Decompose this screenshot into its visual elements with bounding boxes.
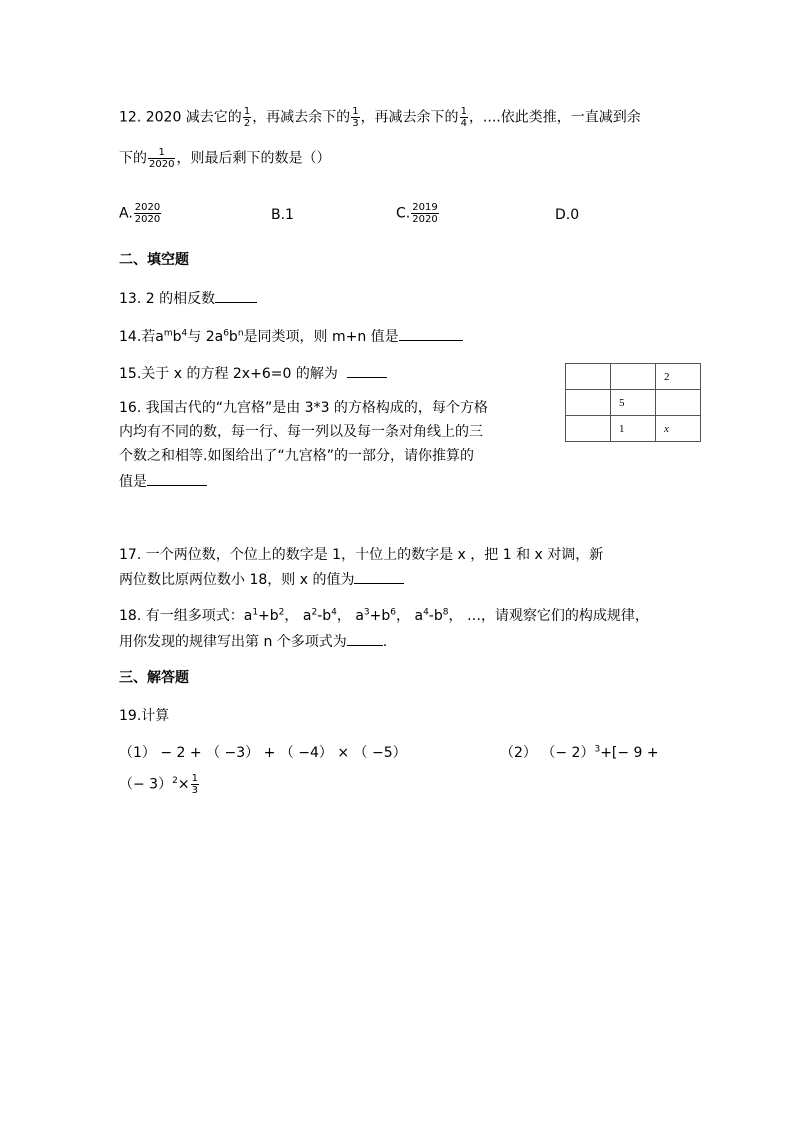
q17-line2: 两位数比原两位数小 18，则 x 的值为 xyxy=(119,569,404,590)
q19-part2-line2: （− 3）$^2$× $\frac{1}{3}$ xyxy=(119,773,198,796)
grid-cell: 2 xyxy=(656,364,701,390)
grid-cell xyxy=(566,364,611,390)
answer-blank xyxy=(399,326,463,341)
q19-title: 19.计算 xyxy=(119,708,170,724)
section-heading-solve: 三、解答题 xyxy=(119,670,189,686)
q12-line2: 下的 $\frac{1}{2020}$ ，则最后剩下的数是（） xyxy=(119,147,331,170)
fraction: $\frac{2019}{2020}$ xyxy=(412,202,438,225)
q17-line1: 17. 一个两位数，个位上的数字是 1，十位上的数字是 x ，把 1 和 x 对调，新 xyxy=(119,547,604,563)
grid-cell xyxy=(611,364,656,390)
q12-option-b: B.1 xyxy=(271,207,294,223)
q19-part2-line1: （2） （− 2）$^3$+[− 9 + xyxy=(500,744,659,761)
q12-text: 2020 减去它的 xyxy=(145,109,242,126)
answer-blank xyxy=(354,569,404,584)
answer-blank xyxy=(147,471,207,486)
grid-row xyxy=(566,364,701,390)
fraction: $\frac{1}{3}$ xyxy=(191,773,198,796)
section-heading-fill-in: 二、填空题 xyxy=(119,252,189,268)
answer-blank xyxy=(347,363,387,378)
q19-part1: （1） − 2 + （ −3） + （ −4） × （ −5） xyxy=(119,745,407,761)
q13: 13. 2 的相反数 xyxy=(119,288,257,309)
fraction: $\frac{1}{2020}$ xyxy=(149,147,175,170)
grid-row xyxy=(566,390,701,416)
q18-line2: 用你发现的规律写出第 n 个多项式为 . xyxy=(119,631,387,652)
q16-line2: 内均有不同的数，每一行、每一列以及每一条对角线上的三 xyxy=(119,424,483,440)
answer-blank xyxy=(347,631,383,646)
q18-line1: 18. 有一组多项式：$a^1+b^2$， $a^2-b^4$， $a^3+b^6$， $a^4-b^8$， …，请观察它们的构成规律， xyxy=(119,607,649,624)
fraction: $\frac{1}{4}$ xyxy=(460,106,467,129)
q12-option-a: A. $\frac{2020}{2020}$ xyxy=(119,202,161,225)
nine-square-grid xyxy=(565,363,701,442)
grid-cell xyxy=(566,390,611,416)
q16-line1: 16. 我国古代的“九宫格”是由 3*3 的方格构成的，每个方格 xyxy=(119,400,488,416)
q14: 14.若$a^mb^4$与 $2a^6b^n$是同类项，则 m+n 值是 xyxy=(119,326,463,347)
q12-number: 12. xyxy=(119,109,142,126)
grid-cell xyxy=(566,416,611,442)
grid-cell: x xyxy=(656,416,701,442)
q16-line3: 个数之和相等.如图给出了“九宫格”的一部分，请你推算的 xyxy=(119,448,474,464)
q12-option-c: C. $\frac{2019}{2020}$ xyxy=(396,202,438,225)
q12-line1: 12. 2020 减去它的 $\frac{1}{2}$ ，再减去余下的 $\frac{1}{3}$ ，再减去余下的 $\frac{1}{4}$ ，....依此类推，一直减到余 xyxy=(119,106,641,129)
q12-option-d: D.0 xyxy=(555,207,580,223)
fraction: $\frac{2020}{2020}$ xyxy=(134,202,161,225)
answer-blank xyxy=(215,288,257,303)
q16-line4: 值是 xyxy=(119,471,207,492)
fraction: $\frac{1}{3}$ xyxy=(352,106,359,129)
grid-row xyxy=(566,416,701,442)
q15: 15.关于 x 的方程 2x+6=0 的解为 xyxy=(119,363,387,384)
grid-cell: 1 xyxy=(611,416,656,442)
fraction: $\frac{1}{2}$ xyxy=(243,106,251,129)
grid-cell xyxy=(656,390,701,416)
grid-cell: 5 xyxy=(611,390,656,416)
